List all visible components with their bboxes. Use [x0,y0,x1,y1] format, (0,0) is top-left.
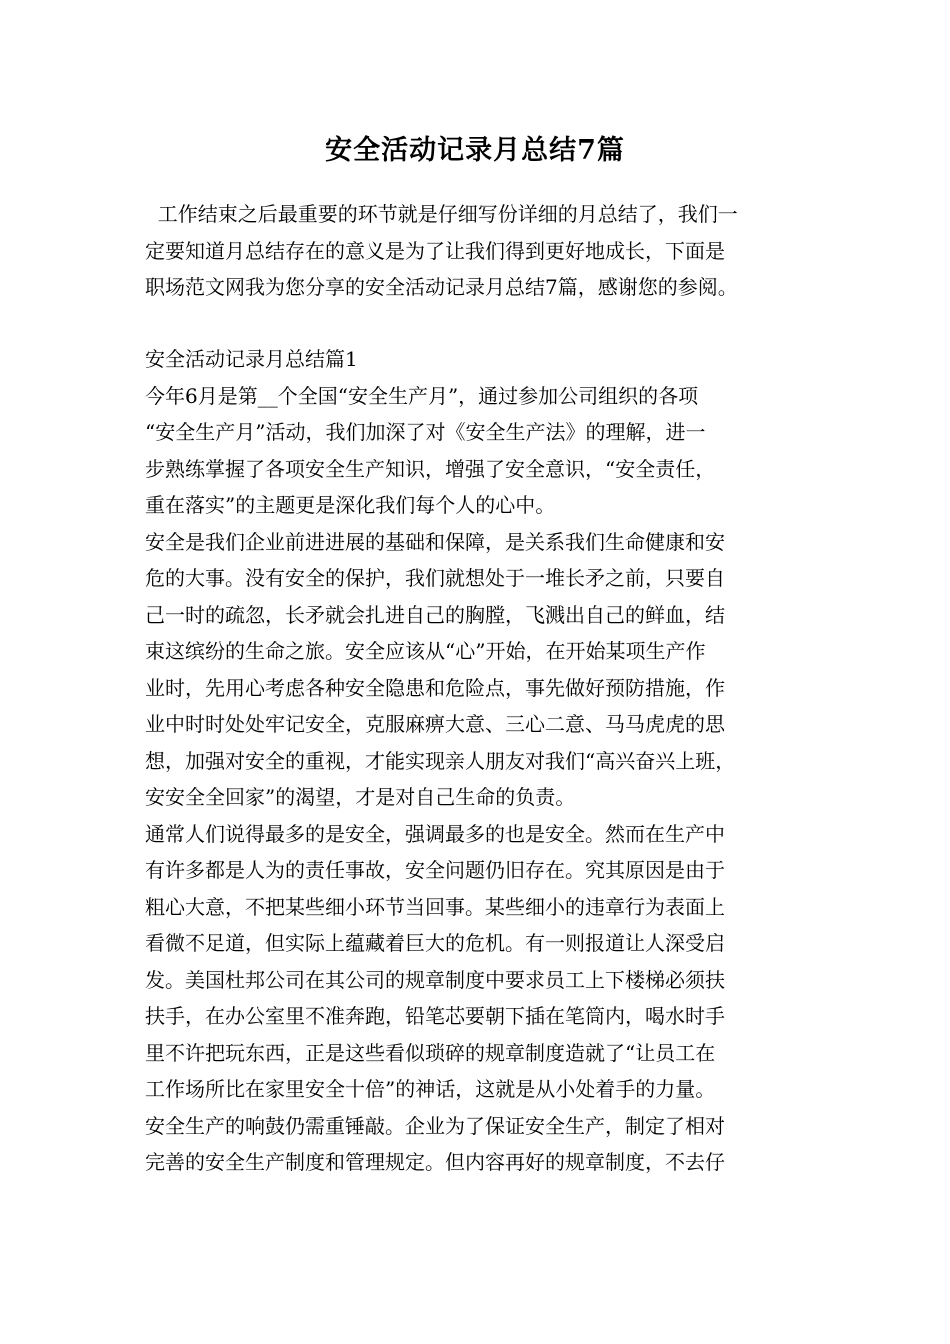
body-line: 完善的安全生产制度和管理规定。但内容再好的规章制度，不去仔 [145,1150,725,1174]
intro-line: 定要知道月总结存在的意义是为了让我们得到更好地成长，下面是 [145,238,725,263]
body-line: 束这缤纷的生命之旅。安全应该从“心”开始，在开始某项生产作 [145,639,706,663]
body-line: 发。美国杜邦公司在其公司的规章制度中要求员工上下楼梯必须扶 [145,967,725,992]
document-title: 安全活动记录月总结7篇 [325,135,625,166]
body-line: 看微不足道，但实际上蕴藏着巨大的危机。有一则报道让人深受启 [145,931,725,955]
body-line: 己一时的疏忽，长矛就会扎进自己的胸膛，飞溅出自己的鲜血，结 [145,602,725,627]
section-heading: 安全活动记录月总结篇1 [145,347,358,371]
body-line: 业中时时处处牢记安全，克服麻痹大意、三心二意、马马虎虎的思 [145,712,725,736]
body-line: 粗心大意，不把某些细小环节当回事。某些细小的违章行为表面上 [145,894,725,919]
body-line: 通常人们说得最多的是安全，强调最多的也是安全。然而在生产中 [145,821,725,846]
body-line: 想，加强对安全的重视，才能实现亲人朋友对我们“高兴奋兴上班， [145,748,736,773]
body-line: 有许多都是人为的责任事故，安全问题仍旧存在。究其原因是由于 [145,858,725,882]
body-line: 安安全全回家”的渴望，才是对自己生命的负责。 [145,785,576,809]
body-line: 业时，先用心考虑各种安全隐患和危险点，事先做好预防措施，作 [145,675,725,700]
intro-line: 职场范文网我为您分享的安全活动记录月总结7篇，感谢您的参阅。 [145,275,738,299]
body-line: 步熟练掌握了各项安全生产知识，增强了安全意识，“安全责任， [145,456,716,481]
body-line: “安全生产月”活动，我们加深了对《安全生产法》的理解，进一 [145,420,706,444]
body-line: 工作场所比在家里安全十倍”的神话，这就是从小处着手的力量。 [145,1077,716,1101]
body-line: 安全生产的响鼓仍需重锤敲。企业为了保证安全生产，制定了相对 [145,1113,725,1138]
intro-paragraph [145,196,810,306]
body-line: 危的大事。没有安全的保护，我们就想处于一堆长矛之前，只要自 [145,566,725,590]
body-line: 扶手，在办公室里不准奔跑，铅笔芯要朝下插在笔筒内，喝水时手 [145,1004,725,1028]
body-line: 重在落实”的主题更是深化我们每个人的心中。 [145,493,556,517]
body-line: 安全是我们企业前进进展的基础和保障，是关系我们生命健康和安 [145,529,725,554]
body-line: 里不许把玩东西，正是这些看似琐碎的规章制度造就了“让员工在 [145,1040,716,1065]
intro-line: 工作结束之后最重要的环节就是仔细写份详细的月总结了，我们一 [145,202,738,226]
section-1 [145,341,810,1181]
body-line: 今年6月是第__个全国“安全生产月”，通过参加公司组织的各项 [145,383,699,408]
